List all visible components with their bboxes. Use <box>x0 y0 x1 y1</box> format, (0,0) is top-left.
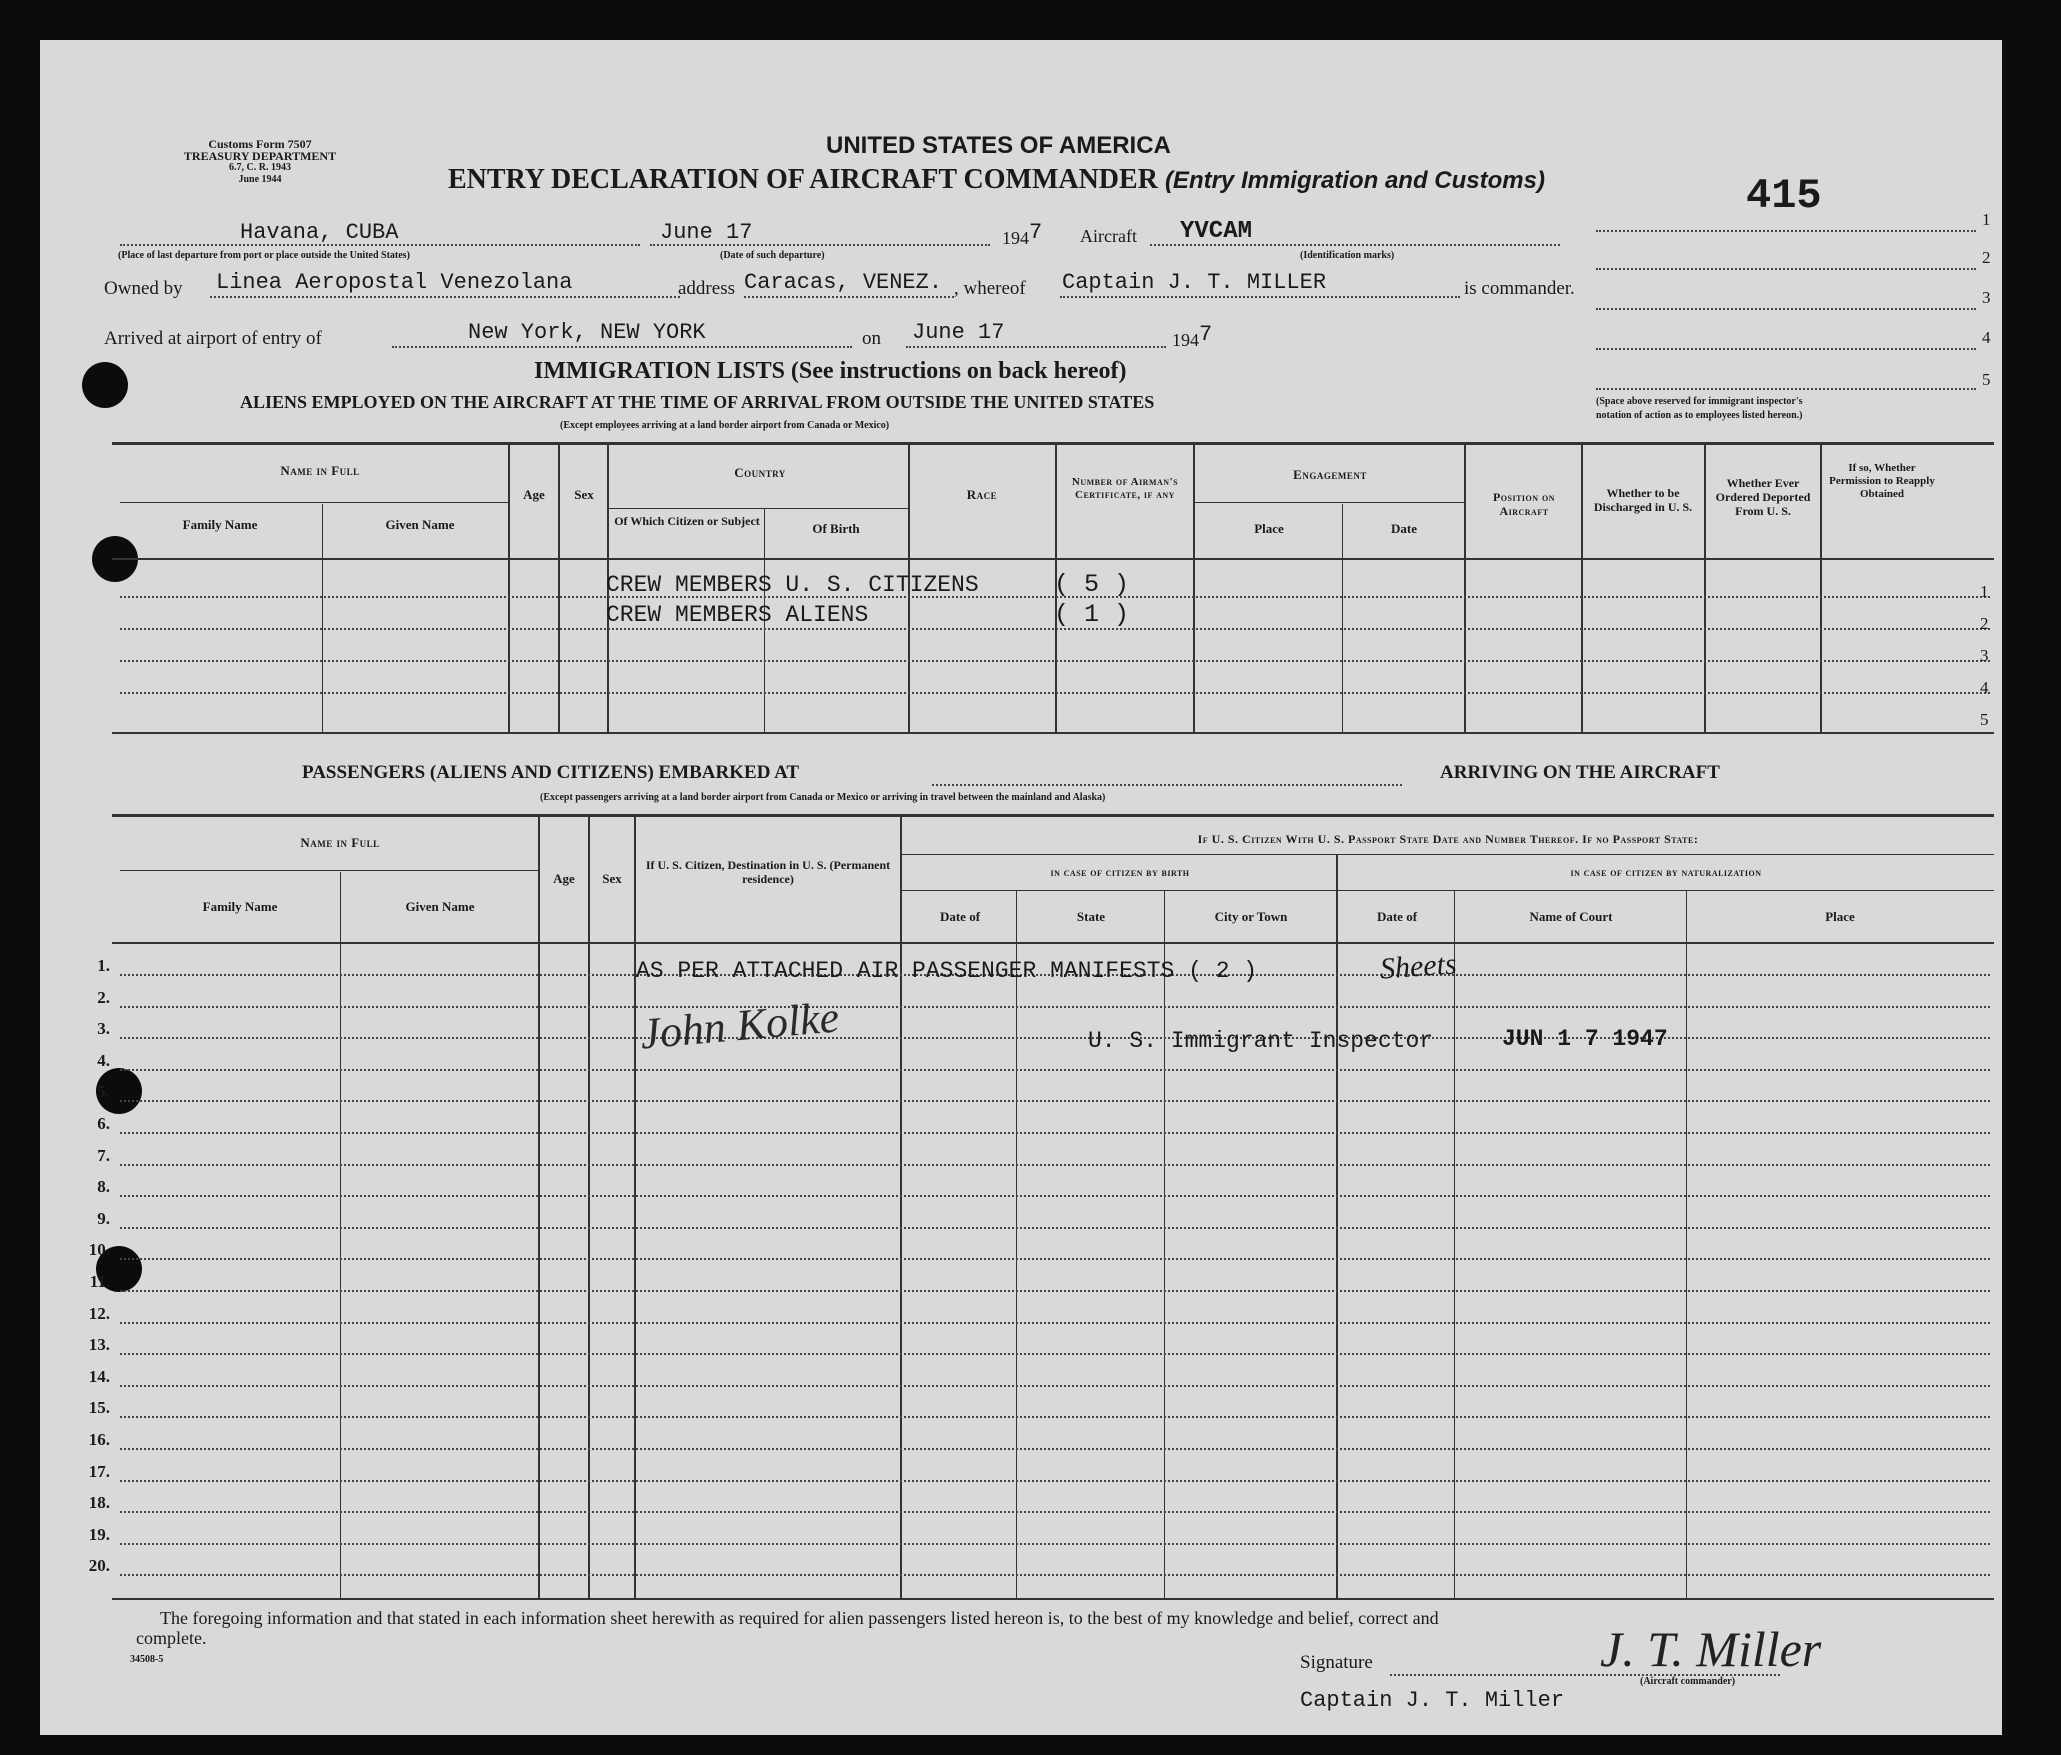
signature-label: Signature <box>1300 1652 1373 1673</box>
passenger-row-line <box>120 1164 1990 1166</box>
col-date: Date <box>1391 521 1417 536</box>
passenger-row-line <box>120 1574 1990 1576</box>
passenger-row-number: 5. <box>97 1082 110 1101</box>
passenger-row-number: 2. <box>97 988 110 1007</box>
document-number: 415 <box>1746 172 1822 220</box>
col-deported: Whether Ever Ordered Deported From U. S. <box>1715 476 1811 518</box>
passenger-row-line <box>120 1543 1990 1545</box>
crew-count-citizens: ( 5 ) <box>1054 570 1130 599</box>
col-place: Place <box>1254 521 1284 536</box>
stamp-date: JUN 1 7 1947 <box>1502 1026 1668 1052</box>
passenger-row-line <box>120 1385 1990 1387</box>
signature-caption: (Aircraft commander) <box>1640 1676 1736 1687</box>
whereof-label: , whereof <box>954 278 1026 299</box>
department: TREASURY DEPARTMENT <box>183 149 337 163</box>
passenger-row-line <box>120 1227 1990 1229</box>
crew-row-number: 2 <box>1980 614 1989 633</box>
passenger-row-number: 14. <box>88 1367 110 1386</box>
pcol-date-of-2: Date of <box>1376 909 1418 924</box>
col-engagement: Engagement <box>1293 467 1367 482</box>
passenger-row-number: 16. <box>88 1430 110 1449</box>
passenger-row-line <box>120 1006 1990 1008</box>
col-given-name: Given Name <box>385 517 455 532</box>
col-family-name: Family Name <box>182 517 258 532</box>
note-line-number: 1 <box>1982 210 1991 229</box>
note-line-number: 3 <box>1982 288 1991 307</box>
passenger-row-number: 6. <box>97 1114 110 1133</box>
pcol-passport: If U. S. Citizen With U. S. Passport State Date and Number Thereof. If no Passport State: <box>1197 832 1699 846</box>
address-label: address <box>678 278 735 299</box>
immigration-title: IMMIGRATION LISTS (See instructions on back hereof) <box>534 358 1127 384</box>
passenger-row-number: 8. <box>97 1177 110 1196</box>
pcol-by-naturalization: in case of citizen by naturalization <box>1570 867 1762 879</box>
passenger-row-number: 15. <box>88 1398 110 1417</box>
col-name-in-full: Name in Full <box>280 463 360 478</box>
note-line-number: 4 <box>1982 328 1991 347</box>
passenger-row-number: 4. <box>97 1051 110 1070</box>
col-sex: Sex <box>574 487 594 502</box>
passenger-row-number: 18. <box>88 1493 110 1512</box>
immigration-except: (Except employees arriving at a land border airport from Canada or Mexico) <box>560 420 890 431</box>
pcol-court: Name of Court <box>1529 909 1613 924</box>
passenger-row-line <box>120 1353 1990 1355</box>
immigration-subtitle: ALIENS EMPLOYED ON THE AIRCRAFT AT THE TIME OF ARRIVAL FROM OUTSIDE THE UNITED STATES <box>240 392 1155 412</box>
owner-name: Linea Aeropostal Venezolana <box>216 270 573 295</box>
document-sheet <box>40 40 2002 1735</box>
passenger-row-line <box>120 1322 1990 1324</box>
pcol-given-name: Given Name <box>405 899 475 914</box>
passenger-row-number: 17. <box>88 1462 110 1481</box>
departure-date-caption: (Date of such departure) <box>720 250 825 261</box>
form-title: ENTRY DECLARATION OF AIRCRAFT COMMANDER <box>448 164 1158 195</box>
passenger-row-line <box>120 1037 1990 1039</box>
col-position: Position on Aircraft <box>1492 490 1556 518</box>
passenger-row-number: 9. <box>97 1209 110 1228</box>
pcol-sex: Sex <box>602 871 622 886</box>
note-line-number: 5 <box>1982 370 1991 389</box>
pcol-date-of: Date of <box>939 909 981 924</box>
col-race: Race <box>966 487 998 502</box>
col-citizen-of: Of Which Citizen or Subject <box>614 514 760 528</box>
passenger-row-line <box>120 1480 1990 1482</box>
declaration: The foregoing information and that stated in each information sheet herewith as required for alien passengers listed hereon is, to the best of my knowledge and belief, correct and <box>160 1608 1439 1628</box>
passenger-row-line <box>120 1416 1990 1418</box>
passenger-row-line <box>120 1132 1990 1134</box>
reserved-note: notation of action as to employees listed hereon.) <box>1596 410 1803 421</box>
crew-row-number: 3 <box>1980 646 1989 665</box>
form-subtitle: (Entry Immigration and Customs) <box>1164 167 1545 194</box>
pcol-city: City or Town <box>1214 909 1288 924</box>
owned-by-label: Owned by <box>104 278 183 299</box>
form-number: Customs Form 7507 <box>208 137 312 151</box>
col-of-birth: Of Birth <box>812 521 860 536</box>
manifest-handwritten: Sheets <box>1378 947 1458 986</box>
aircraft-label: Aircraft <box>1080 226 1137 246</box>
owner-address: Caracas, VENEZ. <box>744 270 943 295</box>
pcol-name-in-full: Name in Full <box>300 835 380 850</box>
passenger-row-number: 7. <box>97 1146 110 1165</box>
passenger-row-number: 3. <box>97 1019 110 1038</box>
crew-count-aliens: ( 1 ) <box>1054 600 1130 629</box>
passenger-row-number: 20. <box>88 1556 110 1575</box>
arrival-label: Arrived at airport of entry of <box>104 328 322 349</box>
inspector-stamp: U. S. Immigrant Inspector <box>1088 1028 1434 1054</box>
passenger-row-number: 11. <box>89 1272 110 1291</box>
passenger-row-line <box>120 1448 1990 1450</box>
reserved-note: (Space above reserved for immigrant inspector's <box>1596 396 1803 407</box>
inspector-signature: John Kolke <box>638 992 841 1059</box>
col-age: Age <box>523 487 545 502</box>
country-title: UNITED STATES OF AMERICA <box>826 132 1171 159</box>
passengers-title: PASSENGERS (ALIENS AND CITIZENS) EMBARKED AT <box>302 762 800 783</box>
passenger-row-number: 19. <box>88 1525 110 1544</box>
passengers-except: (Except passengers arriving at a land border airport from Canada or Mexico or arriving in travel between the mainland and Alaska) <box>540 792 1106 803</box>
passenger-row-line <box>120 1258 1990 1260</box>
form-id-block <box>130 138 390 186</box>
manifest-note: AS PER ATTACHED AIR PASSENGER MANIFESTS ( 2 ) <box>636 958 1258 984</box>
departure-year: 1947 <box>1002 220 1043 248</box>
commander-name: Captain J. T. MILLER <box>1062 270 1327 295</box>
crew-entry-citizens: CREW MEMBERS U. S. CITIZENS <box>606 572 979 598</box>
departure-place-caption: (Place of last departure from port or place outside the United States) <box>118 250 410 261</box>
aircraft-id: YVCAM <box>1180 218 1253 245</box>
pcol-state: State <box>1076 909 1106 924</box>
crew-row-number: 1 <box>1980 582 1989 601</box>
crew-entry-aliens: CREW MEMBERS ALIENS <box>606 602 869 628</box>
col-certificate: Number of Airman's Certificate, if any <box>1071 476 1179 501</box>
pcol-family-name: Family Name <box>202 899 278 914</box>
passenger-row-line <box>120 1195 1990 1197</box>
arrival-airport: New York, NEW YORK <box>468 320 706 345</box>
cfr-reference: 6.7, C. R. 1943 <box>229 162 291 173</box>
punch-hole <box>82 362 128 408</box>
passenger-row-number: 10. <box>88 1240 110 1259</box>
page-title <box>448 164 1545 196</box>
pcol-by-birth: in case of citizen by birth <box>1050 867 1190 879</box>
commander-signature: J. T. Miller <box>1600 1621 1822 1677</box>
pcol-destination: If U. S. Citizen, Destination in U. S. (Permanent residence) <box>645 858 891 886</box>
commander-suffix: is commander. <box>1464 278 1575 299</box>
pcol-age: Age <box>553 871 575 886</box>
arrival-on-label: on <box>862 328 881 349</box>
form-date: June 1944 <box>238 174 282 185</box>
col-discharged: Whether to be Discharged in U. S. <box>1593 486 1693 514</box>
passenger-row-line <box>120 1069 1990 1071</box>
arrival-year: 1947 <box>1172 322 1213 350</box>
crew-row-number: 5 <box>1980 710 1989 729</box>
passenger-row-line <box>120 1290 1990 1292</box>
passenger-row-line <box>120 1511 1990 1513</box>
col-reapply: If so, Whether Permission to Reapply Obtained <box>1829 462 1935 500</box>
passenger-row-line <box>120 1100 1990 1102</box>
aircraft-caption: (Identification marks) <box>1300 250 1395 261</box>
signed-name: Captain J. T. Miller <box>1300 1688 1565 1713</box>
passenger-row-number: 1. <box>97 956 110 975</box>
passenger-row-number: 13. <box>88 1335 110 1354</box>
print-code: 34508-5 <box>130 1654 164 1665</box>
departure-place: Havana, CUBA <box>240 220 399 245</box>
passengers-title-right: ARRIVING ON THE AIRCRAFT <box>1440 762 1720 783</box>
arrival-date: June 17 <box>912 320 1005 345</box>
pcol-place: Place <box>1825 909 1855 924</box>
crew-row-number: 4 <box>1980 678 1989 697</box>
col-country: Country <box>734 465 786 480</box>
note-line-number: 2 <box>1982 248 1991 267</box>
declaration-2: complete. <box>136 1628 207 1648</box>
departure-date: June 17 <box>660 220 753 245</box>
passenger-row-number: 12. <box>88 1304 110 1323</box>
